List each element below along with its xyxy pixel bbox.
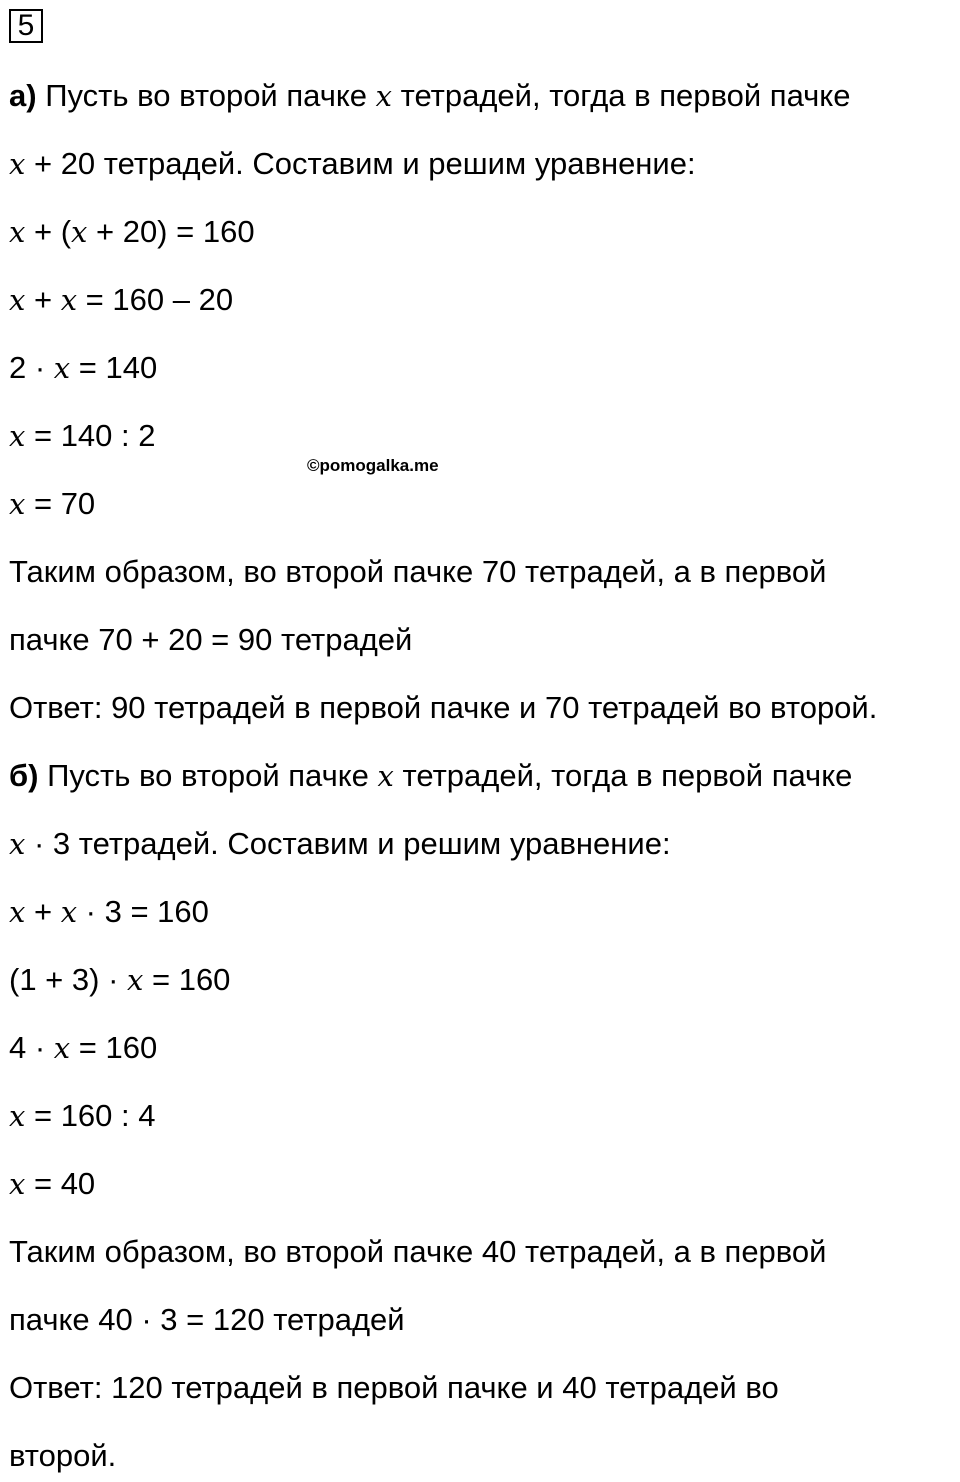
variable-x: x bbox=[127, 963, 144, 997]
equation-text: + ( bbox=[25, 214, 72, 249]
part-b-equation-2 bbox=[9, 960, 230, 1000]
equation-text: = 70 bbox=[25, 486, 96, 521]
part-a-equation-3 bbox=[9, 348, 157, 388]
part-b-intro-line bbox=[9, 756, 852, 796]
equation-text: = 140 bbox=[70, 350, 158, 385]
part-a-intro-text-2: тетрадей, тогда в первой пачке bbox=[391, 78, 851, 113]
part-b-conclusion-1: Таким образом, во второй пачке 40 тетрадей, а в первой bbox=[9, 1234, 827, 1269]
variable-x: x bbox=[9, 827, 26, 861]
variable-x: x bbox=[71, 215, 88, 249]
part-b-answer-2: второй. bbox=[9, 1438, 117, 1473]
variable-x: x bbox=[377, 759, 394, 793]
part-a-equation-1 bbox=[9, 212, 255, 252]
variable-x: x bbox=[9, 1167, 26, 1201]
part-b-equation-4 bbox=[9, 1096, 156, 1136]
variable-x: x bbox=[9, 283, 26, 317]
part-a-intro-line bbox=[9, 76, 850, 116]
task-number: 5 bbox=[9, 9, 43, 43]
part-a-intro-text-1: Пусть во второй пачке bbox=[45, 78, 376, 113]
part-a-answer: Ответ: 90 тетрадей в первой пачке и 70 тетрадей во второй. bbox=[9, 690, 878, 725]
equation-text: = 160 – 20 bbox=[77, 282, 234, 317]
variable-x: x bbox=[9, 895, 26, 929]
part-b-answer-1: Ответ: 120 тетрадей в первой пачке и 40 тетрадей во bbox=[9, 1370, 779, 1405]
variable-x: x bbox=[9, 1099, 26, 1133]
equation-text: = 40 bbox=[25, 1166, 96, 1201]
part-b-intro-text-1: Пусть во второй пачке bbox=[47, 758, 378, 793]
part-b-equation-5 bbox=[9, 1164, 95, 1204]
part-a-setup-line bbox=[9, 144, 696, 184]
equation-text: 4 · bbox=[9, 1030, 54, 1065]
part-b-label: б) bbox=[9, 758, 39, 793]
variable-x: x bbox=[9, 419, 26, 453]
part-b-setup-line bbox=[9, 824, 671, 864]
variable-x: x bbox=[53, 351, 71, 385]
equation-text: = 160 : 4 bbox=[25, 1098, 156, 1133]
part-b-intro-text-2: тетрадей, тогда в первой пачке bbox=[393, 758, 853, 793]
variable-x: x bbox=[9, 147, 26, 181]
part-b-conclusion-2: пачке 40 · 3 = 120 тетрадей bbox=[9, 1302, 405, 1337]
equation-text: = 140 : 2 bbox=[25, 418, 156, 453]
equation-text: = 160 bbox=[70, 1030, 158, 1065]
equation-text: + bbox=[25, 282, 61, 317]
part-a-setup-text: + 20 тетрадей. Составим и решим уравнение: bbox=[25, 146, 696, 181]
part-b-equation-3 bbox=[9, 1028, 157, 1068]
variable-x: x bbox=[60, 895, 78, 929]
part-b-equation-1 bbox=[9, 892, 209, 932]
equation-text: (1 + 3) · bbox=[9, 962, 128, 997]
part-a-equation-4 bbox=[9, 416, 156, 456]
variable-x: x bbox=[375, 79, 392, 113]
variable-x: x bbox=[9, 487, 26, 521]
part-a-equation-5 bbox=[9, 484, 95, 524]
watermark: ©pomogalka.me bbox=[307, 456, 439, 475]
part-b-setup-text: · 3 тетрадей. Составим и решим уравнение: bbox=[25, 826, 671, 861]
part-a-conclusion-2: пачке 70 + 20 = 90 тетрадей bbox=[9, 622, 413, 657]
variable-x: x bbox=[53, 1031, 71, 1065]
equation-text: + bbox=[25, 894, 61, 929]
part-a-label: а) bbox=[9, 78, 37, 113]
variable-x: x bbox=[9, 215, 26, 249]
variable-x: x bbox=[60, 283, 78, 317]
equation-text: + 20) = 160 bbox=[87, 214, 255, 249]
equation-text: = 160 bbox=[143, 962, 231, 997]
equation-text: 2 · bbox=[9, 350, 54, 385]
equation-text: · 3 = 160 bbox=[77, 894, 209, 929]
part-a-conclusion-1: Таким образом, во второй пачке 70 тетрадей, а в первой bbox=[9, 554, 827, 589]
part-a-equation-2 bbox=[9, 280, 233, 320]
